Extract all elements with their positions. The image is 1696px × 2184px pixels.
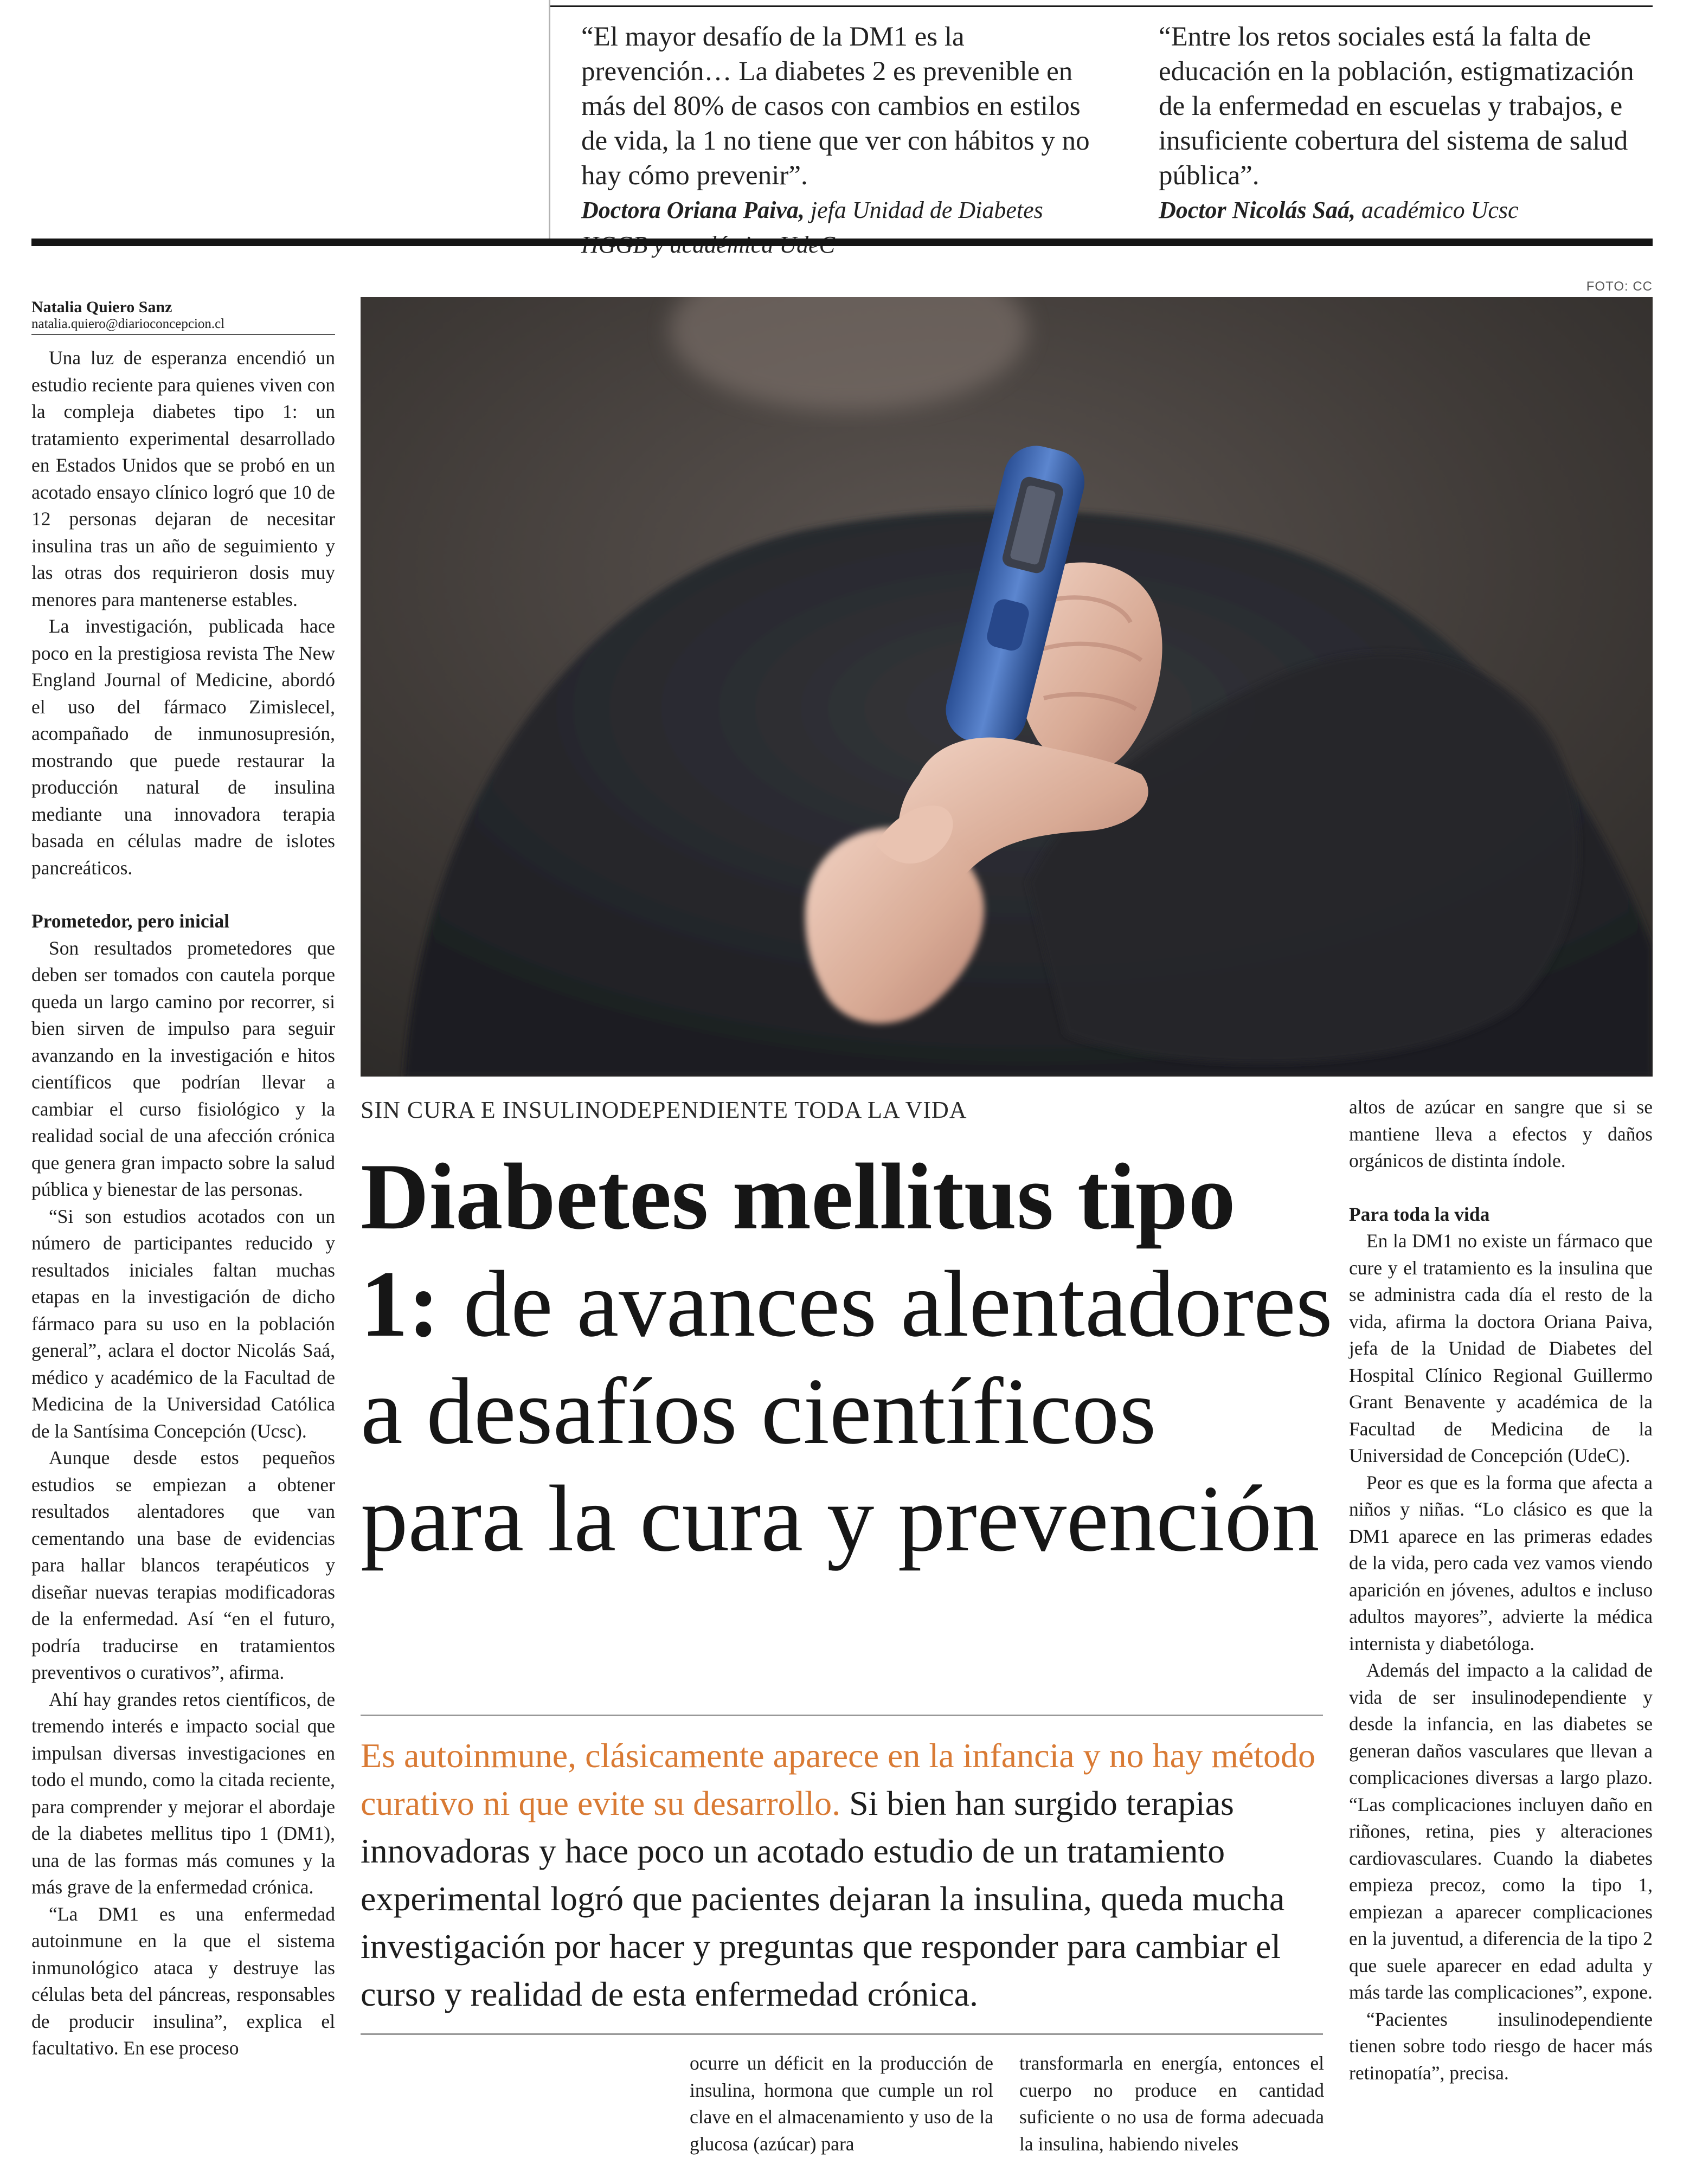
paragraph: Además del impacto a la calidad de vida de ser insulinodependiente y desde la infancia, en las diabetes se generan daños vasculares que llevan a complicaciones diversas a largo plazo. “Las complicaciones incluyen daño en riñones, retina, pies y alteraciones cardiovasculares. Cuando la diabetes empieza precoz, como la tipo 1, empiezan a aparecer complicaciones en la juventud, a diferencia de la tipo 2 que suele aparecer en edad adulta y más tarde las complicaciones”, expone. [1349,1659,1653,2003]
pull-quote-author: Doctora Oriana Paiva, [581,197,805,223]
paragraph: Aunque desde estos pequeños estudios se empiezan a obtener resultados alentadores que van cementando una base de evidencias para hallar blancos terapéuticos y diseñar nuevas terapias modificadoras de la enfermedad. Así “en el futuro, podría traducirse en tratamientos preventivos o curativos”, afirma. [31,1447,335,1683]
paragraph: La investigación, publicada hace poco en la prestigiosa revista The New England Journal of Medicine, abordó el uso del fármaco Zimislecel, acompañado de inmunosupresión, mostrando que puede restaurar la producción natural de insulina mediante una innovadora terapia basada en células madre de islotes pancreáticos. [31,615,335,879]
quote-band [549,0,1653,241]
headline [361,1143,1337,1572]
left-column [31,298,335,2062]
paragraph: Ahí hay grandes retos científicos, de tremendo interés e impacto social que impulsan diversas investigaciones en todo el mundo, como la citada reciente, para comprender y mejorar el abordaje de la diabetes mellitus tipo 1 (DM1), una de las formas más comunes y la más grave de la enfermedad crónica. [31,1688,335,1898]
byline-name: Natalia Quiero Sanz [31,298,172,316]
paragraph: ocurre un déficit en la producción de insulina, hormona que cumple un rol clave en el almacenamiento y uso de la glucosa (azúcar) para [690,2052,993,2155]
photo-illustration [361,297,1653,1077]
body-text-left [31,345,335,2062]
paragraph: Son resultados prometedores que deben ser tomados con cautela porque queda un largo camino por recorrer, si bien sirven de impulso para seguir avanzando en la investigación e hitos científicos que podrían llevar a cambiar el curso fisiológico y la realidad social de una afección crónica que genera gran impacto sobre la salud pública y bienestar de las personas. [31,937,335,1200]
body-text-column-a [690,2050,993,2157]
body-text-right [1349,1094,1653,2086]
top-rule [549,5,1653,7]
pull-quote-text: “El mayor desafío de la DM1 es la prevención… La diabetes 2 es prevenible en más del 80% de casos con cambios en estilos de vida, la 1 no tiene que ver con hábitos y no hay cómo prevenir”. [581,22,1090,191]
headline-bold: Diabetes mellitus tipo 1: [361,1144,1236,1356]
pull-quote-1 [581,20,1113,262]
pull-quote-role: académico Ucsc [1355,197,1519,223]
paragraph: altos de azúcar en sangre que si se mantiene lleva a efectos y daños orgánicos de distinta índole. [1349,1096,1653,1171]
byline-email: natalia.quiero@diarioconcepcion.cl [31,317,335,335]
paragraph: “Si son estudios acotados con un número de participantes reducido y resultados iniciales faltan muchas etapas en la investigación de dicho fármaco para su uso en la población general”, aclara el doctor Nicolás Saá, médico y académico de la Facultad de Medicina de la Universidad Católica de la Santísima Concepción (Ucsc). [31,1205,335,1442]
paragraph: transformarla en energía, entonces el cuerpo no produce en cantidad suficiente o no usa de forma adecuada la insulina, habiendo niveles [1019,2052,1324,2155]
pull-quote-attribution [581,193,1113,262]
photo-credit: FOTO: CC [1586,279,1653,294]
lead-rest: Si bien han surgido terapias innovadoras y hace poco un acotado estudio de un tratamiento experimental logró que pacientes dejaran la insulina, queda mucha investigación por hacer y preguntas que responder para cambiar el curso y realidad de esta enfermedad crónica. [361,1784,1285,2013]
subheading: Prometedor, pero inicial [31,910,230,932]
headline-regular: de avances alentadores a desafíos científicos para la cura y prevención [361,1251,1333,1571]
paragraph: En la DM1 no existe un fármaco que cure y el tratamiento es la insulina que se administra cada día el resto de la vida, afirma la doctora Oriana Paiva, jefa de la Unidad de Diabetes del Hospital Clínico Regional Guillermo Grant Benavente y académica de la Facultad de Medicina de la Universidad de Concepción (UdeC). [1349,1230,1653,1466]
lead-accent: Es autoinmune, clásicamente aparece en la infancia y no hay método curativo ni que evite su desarrollo. [361,1736,1316,1822]
subheading: Para toda la vida [1349,1203,1490,1225]
pull-quote-author: Doctor Nicolás Saá, [1159,197,1355,223]
lead-rule-top [361,1715,1323,1716]
paragraph: “La DM1 es una enfermedad autoinmune en la que el sistema inmunológico ataca y destruye las células beta del páncreas, responsables de producir insulina”, explica el facultativo. En ese proceso [31,1903,335,2059]
article-photo [361,297,1653,1077]
pull-quote-attribution [1159,193,1647,228]
body-text-column-b [1019,2050,1324,2157]
pull-quote-text: “Entre los retos sociales está la falta de educación en la población, estigmatización de la enfermedad en escuelas y trabajos, e insuficiente cobertura del sistema de salud pública”. [1159,22,1634,191]
section-bar [31,239,1653,246]
lead-rule-bottom [361,2033,1323,2035]
paragraph: “Pacientes insulinodependiente tienen sobre todo riesgo de hacer más retinopatía”, precisa. [1349,2008,1653,2084]
lead-paragraph [361,1732,1331,2018]
quote-divider [549,0,550,241]
paragraph: Peor es que es la forma que afecta a niños y niñas. “Lo clásico es que la DM1 aparece en las primeras edades de la vida, pero cada vez vamos viendo aparición en jóvenes, adultos e incluso adultos mayores”, advierte la médica internista y diabetóloga. [1349,1471,1653,1654]
pull-quote-2 [1159,20,1647,228]
paragraph: Una luz de esperanza encendió un estudio reciente para quienes viven con la compleja diabetes tipo 1: un tratamiento experimental desarrollado en Estados Unidos que se probó en un acotado ensayo clínico logró que 10 de 12 personas dejaran de necesitar insulina tras un año de seguimiento y las otras dos requirieron dosis muy menores para mantenerse estables. [31,347,335,610]
pull-quote-role: jefa Unidad de Diabetes [810,197,1043,223]
kicker: SIN CURA E INSULINODEPENDIENTE TODA LA VIDA [361,1097,967,1123]
